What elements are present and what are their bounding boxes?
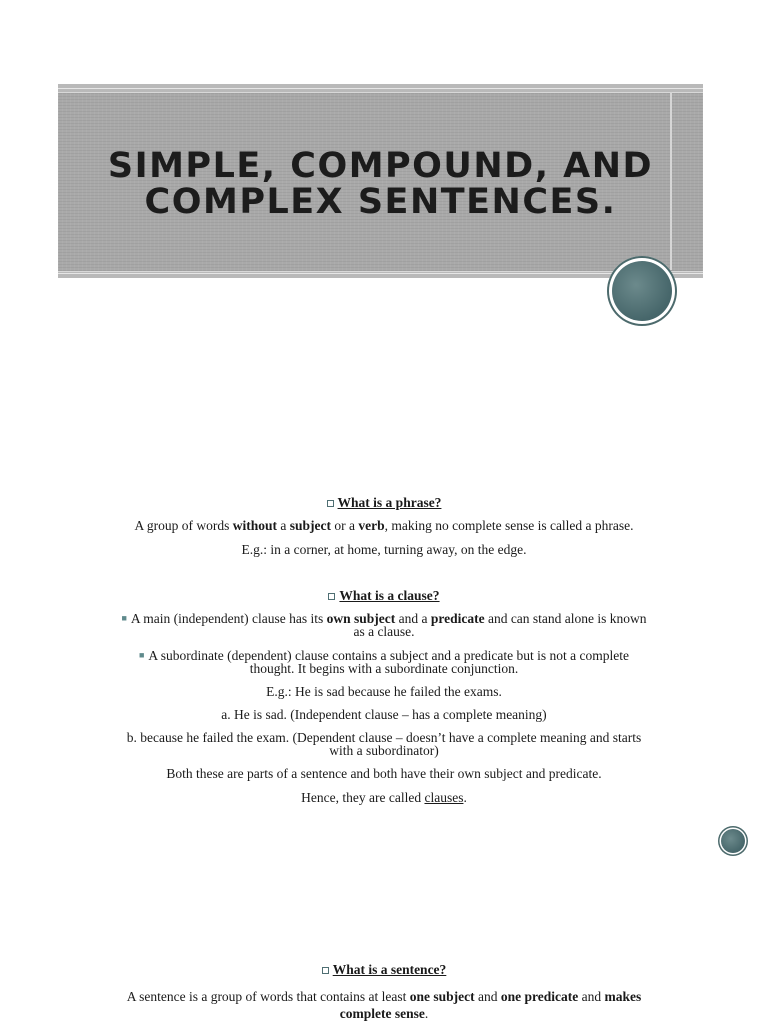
checkbox-bullet-icon [328, 593, 335, 600]
banner-rule-top [58, 88, 703, 89]
title-banner [58, 84, 703, 278]
square-bullet-icon: ■ [138, 650, 145, 660]
sentence-definition-line2: complete sense. [339, 1006, 429, 1021]
clause-example-b: b. because he failed the exam. (Dependent clause – doesn’t have a complete meaning and starts [126, 730, 642, 745]
phrase-definition: A group of words without a subject or a verb, making no complete sense is called a phrase. [134, 518, 634, 533]
clause-example-b-line2: with a subordinator) [329, 743, 439, 758]
title-line-2: COMPLEX SENTENCES. [144, 182, 617, 222]
checkbox-bullet-icon [327, 500, 334, 507]
banner-rule-bottom [58, 273, 703, 274]
sub-clause-text: ■ A subordinate (dependent) clause contains a subject and a predicate but is not a complete [138, 648, 630, 663]
both-parts-text: Both these are parts of a sentence and both have their own subject and predicate. [166, 766, 602, 781]
decorative-circle-large [607, 256, 677, 326]
hence-text: Hence, they are called clauses. [301, 790, 467, 805]
square-bullet-icon: ■ [121, 613, 127, 623]
phrase-heading: What is a phrase? [70, 496, 698, 510]
sentence-heading: What is a sentence? [70, 963, 698, 977]
clause-heading: What is a clause? [70, 589, 698, 603]
clause-example-a: a. He is sad. (Independent clause – has a complete meaning) [221, 707, 547, 722]
sub-clause-text-line2: thought. It begins with a subordinate conjunction. [249, 661, 519, 676]
clause-example: E.g.: He is sad because he failed the exams. [266, 684, 502, 699]
main-clause-text: ■ A main (independent) clause has its own subject and a predicate and can stand alone is known [121, 611, 647, 626]
main-clause-text-line2: as a clause. [353, 624, 415, 639]
decorative-circle-small [718, 826, 748, 856]
slide-title [58, 148, 703, 220]
sentence-definition: A sentence is a group of words that contains at least one subject and one predicate and makes [126, 989, 642, 1004]
checkbox-bullet-icon [322, 967, 329, 974]
title-line-1: SIMPLE, COMPOUND, AND [107, 146, 654, 186]
phrase-example: E.g.: in a corner, at home, turning away, on the edge. [241, 542, 527, 557]
